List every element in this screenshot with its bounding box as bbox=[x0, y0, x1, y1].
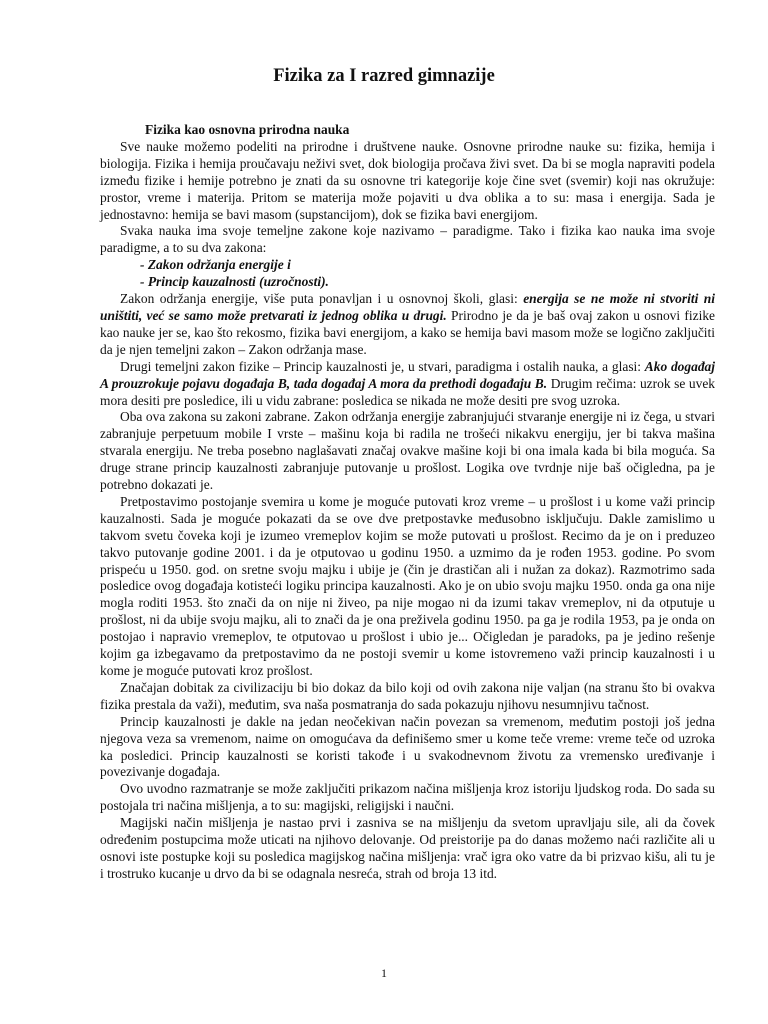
paragraph-7: Značajan dobitak za civilizaciju bi bio dokaz da bilo koji od ovih zakona nije valjan (na stranu što bi ovakva fizika prestala da važi), međutim, sva naša posmatranja do sada pokazuju njihovu nesumnjivu tačnost. bbox=[100, 679, 715, 712]
paragraph-4-emphasis: Ako događaj A prouzrokuje pojavu događaja B, tada događaj A mora da prethodi događaju B. bbox=[100, 358, 715, 391]
paragraph-5: Oba ova zakona su zakoni zabrane. Zakon održanja energije zabranjujući stvaranje energije ni iz čega, u stvari zabranjuje perpetuum mobile I vrste – mašinu koja bi radila ne trošeći nikakvu energiju, jer bi takva mašina stvarala energiju. Ne treba posebno naglašavati značaj ovakve mašine koji bi ona imala kada bi bila moguća. Sa druge strane princip kauzalnosti zabranjuje putovanje u prošlost. Logika ove tvrdnje nije baš očigledna, pa je potrebno dokazati je. bbox=[100, 409, 715, 493]
paragraph-2: Svaka nauka ima svoje temeljne zakone koje nazivamo – paradigme. Tako i fizika kao nauka ima svoje paradigme, a to su dva zakona: bbox=[100, 223, 715, 256]
paragraph-8: Princip kauzalnosti je dakle na jedan neočekivan način povezan sa vremenom, međutim postoji još jedna njegova veza sa vremenom, naime on omogućava da definišemo smer u kome teče vreme: vreme teče od uzroka ka posledici. Princip kauzalnosti se koristi takođe i u svakodnevnom životu za vremensko uređivanje i povezivanje događaja. bbox=[100, 713, 715, 780]
paragraph-3 bbox=[100, 291, 715, 359]
document-body bbox=[100, 122, 715, 883]
paragraph-3-text-a: Zakon održanja energije, više puta ponavljan i u osnovnoj školi, glasi: bbox=[120, 291, 524, 307]
paragraph-6: Pretpostavimo postojanje svemira u kome je moguće putovati kroz vreme – u prošlost i u kome važi princip kauzalnosti. Sada je moguće pokazati da se ove dve pretpostavke međusobno isključuju. Dakle zamislimo u takvom svetu čoveka koji je izumeo vremeplov kojim se može putovati u prošlost. Recimo da je on i preduzeo takvo putovanje godine 2001. i da je otputovao u godinu 1950. a uzmimo da je rođen 1953. godine. Po svom prispeću u 1950. god. on sretne svoju majku i ubije je (čin je drastičan ali i nužan za dokaz). Razmotrimo sada posledice ovog događaja kotisteći logiku principa kauzalnosti. Ako je on ubio svoju majku 1950. onda ga ona nije mogla roditi 1953. što znači da on nije ni živeo, pa nije mogao ni da izumi takav vremeplov, ni da otputuje u prošlost, ni da ubije svoju majku, ali to znači da je ona preživela godinu 1950. pa ga je rodila 1953, pa je onda on postojao i napravio vremeplov, te otputovao u prošlost i ubio je... Očigledan je paradoks, pa je jedino rešenje kojim ga izbegavamo da pretpostavimo da ne postoji svemir u kome istovremeno važi princip kauzalnosti i u kome je moguće putovati kroz prošlost. bbox=[100, 493, 715, 678]
paragraph-1: Sve nauke možemo podeliti na prirodne i društvene nauke. Osnovne prirodne nauke su: fizika, hemija i biologija. Fizika i hemija proučavaju neživi svet, dok biologija pročava živi svet. Da bi se mogla napraviti podela između fizike i hemije potrebno je znati da su osnovne tri kategorije koje čine svet (svemir) koji nas okružuje: prostor, vreme i materija. Pritom se materija može pojaviti u dva oblika a to su: masa i energija. Sada je jednostavno: hemija se bavi masom (supstancijom), dok se fizika bavi energijom. bbox=[100, 138, 715, 222]
law-item-1: - Zakon održanja energije i bbox=[140, 257, 291, 273]
section-heading: Fizika kao osnovna prirodna nauka bbox=[145, 122, 350, 137]
law-item-2: - Princip kauzalnosti (uzročnosti). bbox=[140, 274, 329, 290]
document-title: Fizika za I razred gimnazije bbox=[273, 66, 495, 86]
paragraph-4-text-a: Drugi temeljni zakon fizike – Princip kauzalnosti je, u stvari, paradigma i ostalih nauka, a glasi: bbox=[120, 358, 645, 374]
paragraph-9: Ovo uvodno razmatranje se može zaključiti prikazom načina mišljenja kroz istoriju ljudskog roda. Do sada su postojala tri načina mišljenja, a to su: magijski, religijski i naučni. bbox=[100, 781, 715, 814]
paragraph-3-text-c: Prirodno je da je baš ovaj zakon u osnovi fizike kao nauke jer se, kao što rekosmo, fizika bavi energijom, a kako se hemija bavi masom može se logično zaključiti da je njen temeljni zakon – Zakon održanja mase. bbox=[100, 307, 715, 357]
paragraph-4 bbox=[100, 359, 715, 410]
paragraph-4-text-c: Drugim rečima: uzrok se uvek mora desiti pre posledice, ili u vidu zabrane: posledica se nikada ne može desiti pre svog uzroka. bbox=[100, 375, 716, 408]
paragraph-10: Magijski način mišljenja je nastao prvi i zasniva se na mišljenju da svetom upravljaju sile, ali da čovek određenim postupcima može uticati na njihovo delovanje. Od preistorije pa do danas možemo naći različite ali u osnovi iste postupke koji su posledica magijskog načina mišljenja: vrač igra oko vatre da bi prizvao kišu, ali tu je i trostruko kucanje u drvo da bi se odagnala nesreća, strah od broja 13 itd. bbox=[100, 815, 715, 881]
page-number: 1 bbox=[381, 966, 387, 980]
paragraph-3-emphasis: energija se ne može ni stvoriti ni uništiti, već se samo može pretvarati iz jednog oblika u drugi. bbox=[100, 291, 715, 323]
